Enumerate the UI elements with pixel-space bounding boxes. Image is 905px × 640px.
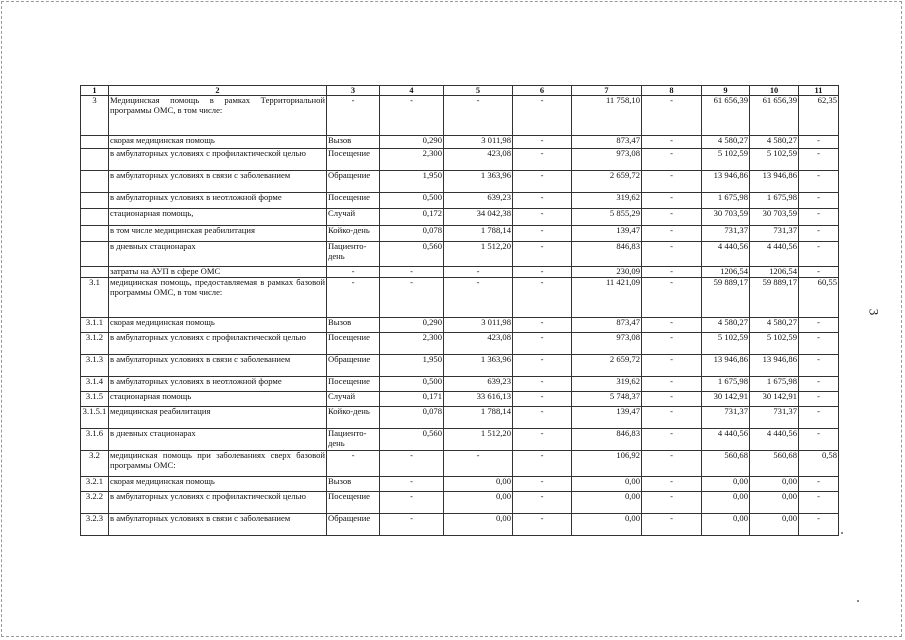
value-cell: -: [642, 267, 702, 278]
header-cell: 8: [642, 86, 702, 96]
value-cell: -: [380, 477, 444, 492]
value-cell: 0,00: [444, 492, 513, 514]
row-number-cell: 3.1.6: [81, 429, 109, 451]
unit-cell: Обращение: [327, 355, 380, 377]
value-cell: 5 102,59: [750, 149, 799, 171]
value-cell: 0,00: [702, 514, 750, 536]
value-cell: -: [513, 451, 572, 477]
table-row: [81, 377, 839, 392]
value-cell: 139,47: [572, 407, 642, 429]
value-cell: -: [642, 242, 702, 267]
value-cell: 0,078: [380, 226, 444, 242]
value-cell: -: [799, 514, 839, 536]
row-number-cell: [81, 171, 109, 193]
table-row: [81, 193, 839, 209]
value-cell: 4 580,27: [702, 136, 750, 149]
table-row: [81, 477, 839, 492]
unit-cell: -: [327, 267, 380, 278]
value-cell: -: [642, 149, 702, 171]
value-cell: -: [642, 355, 702, 377]
value-cell: -: [444, 96, 513, 136]
value-cell: 106,92: [572, 451, 642, 477]
table-row: [81, 209, 839, 226]
value-cell: 2 659,72: [572, 171, 642, 193]
unit-cell: Обращение: [327, 171, 380, 193]
row-number-cell: [81, 193, 109, 209]
value-cell: -: [642, 226, 702, 242]
value-cell: 230,09: [572, 267, 642, 278]
value-cell: 423,08: [444, 333, 513, 355]
header-cell: 11: [799, 86, 839, 96]
value-cell: -: [642, 278, 702, 318]
value-cell: -: [642, 377, 702, 392]
table-row: [81, 392, 839, 407]
value-cell: 973,08: [572, 333, 642, 355]
table-row: [81, 429, 839, 451]
value-cell: 5 102,59: [702, 149, 750, 171]
value-cell: 560,68: [750, 451, 799, 477]
row-number-cell: [81, 209, 109, 226]
scan-speck: [841, 532, 843, 534]
value-cell: 319,62: [572, 377, 642, 392]
value-cell: -: [799, 407, 839, 429]
page-number: 3: [866, 308, 882, 316]
value-cell: 0,00: [750, 492, 799, 514]
value-cell: -: [642, 333, 702, 355]
value-cell: 560,68: [702, 451, 750, 477]
value-cell: 846,83: [572, 242, 642, 267]
value-cell: 0,00: [702, 492, 750, 514]
table-row: [81, 171, 839, 193]
scan-speck: [857, 600, 859, 602]
value-cell: -: [799, 193, 839, 209]
description-cell: в амбулаторных условиях в связи с заболеванием: [109, 355, 327, 377]
value-cell: 1 512,20: [444, 429, 513, 451]
value-cell: 0,172: [380, 209, 444, 226]
value-cell: 30 142,91: [750, 392, 799, 407]
unit-cell: Посещение: [327, 333, 380, 355]
row-number-cell: 3.1.5.1: [81, 407, 109, 429]
description-cell: скорая медицинская помощь: [109, 136, 327, 149]
value-cell: -: [513, 136, 572, 149]
value-cell: 11 758,10: [572, 96, 642, 136]
value-cell: 0,560: [380, 242, 444, 267]
header-cell: 2: [109, 86, 327, 96]
row-number-cell: 3.2.1: [81, 477, 109, 492]
description-cell: медицинская реабилитация: [109, 407, 327, 429]
value-cell: 30 703,59: [702, 209, 750, 226]
description-cell: Медицинская помощь в рамках Территориальной программы ОМС, в том числе:: [109, 96, 327, 136]
unit-cell: Койко-день: [327, 226, 380, 242]
value-cell: 59 889,17: [702, 278, 750, 318]
value-cell: -: [799, 377, 839, 392]
value-cell: -: [799, 136, 839, 149]
value-cell: 13 946,86: [750, 355, 799, 377]
table-row: [81, 514, 839, 536]
value-cell: -: [799, 333, 839, 355]
value-cell: -: [513, 193, 572, 209]
value-cell: 0,00: [572, 514, 642, 536]
value-cell: -: [513, 514, 572, 536]
value-cell: -: [642, 171, 702, 193]
value-cell: 139,47: [572, 226, 642, 242]
value-cell: -: [642, 392, 702, 407]
row-number-cell: 3.1.2: [81, 333, 109, 355]
value-cell: -: [642, 193, 702, 209]
unit-cell: -: [327, 451, 380, 477]
description-cell: медицинская помощь при заболеваниях сверх базовой программы ОМС:: [109, 451, 327, 477]
header-cell: 6: [513, 86, 572, 96]
table-row: [81, 149, 839, 171]
header-cell: 9: [702, 86, 750, 96]
value-cell: 30 142,91: [702, 392, 750, 407]
value-cell: 4 580,27: [750, 136, 799, 149]
unit-cell: Пациенто-день: [327, 429, 380, 451]
table-row: [81, 407, 839, 429]
value-cell: -: [642, 209, 702, 226]
description-cell: в дневных стационарах: [109, 429, 327, 451]
value-cell: -: [642, 318, 702, 333]
table-row: [81, 492, 839, 514]
row-number-cell: 3.2.3: [81, 514, 109, 536]
row-number-cell: 3.1: [81, 278, 109, 318]
value-cell: 4 440,56: [750, 429, 799, 451]
value-cell: -: [642, 136, 702, 149]
value-cell: -: [799, 392, 839, 407]
value-cell: 1 788,14: [444, 226, 513, 242]
value-cell: -: [799, 429, 839, 451]
value-cell: 639,23: [444, 377, 513, 392]
value-cell: 423,08: [444, 149, 513, 171]
row-number-cell: 3.2.2: [81, 492, 109, 514]
value-cell: 873,47: [572, 318, 642, 333]
value-cell: -: [799, 171, 839, 193]
header-cell: 4: [380, 86, 444, 96]
description-cell: в амбулаторных условиях с профилактической целью: [109, 149, 327, 171]
value-cell: -: [642, 429, 702, 451]
value-cell: -: [444, 451, 513, 477]
value-cell: -: [642, 492, 702, 514]
description-cell: в амбулаторных условиях в связи с заболеванием: [109, 171, 327, 193]
header-cell: 3: [327, 86, 380, 96]
value-cell: -: [642, 96, 702, 136]
row-number-cell: [81, 149, 109, 171]
row-number-cell: [81, 267, 109, 278]
description-cell: скорая медицинская помощь: [109, 318, 327, 333]
value-cell: 1 675,98: [750, 377, 799, 392]
value-cell: 731,37: [750, 407, 799, 429]
value-cell: 1 675,98: [702, 377, 750, 392]
value-cell: -: [513, 333, 572, 355]
value-cell: 1 788,14: [444, 407, 513, 429]
value-cell: 731,37: [702, 407, 750, 429]
description-cell: в амбулаторных условиях в неотложной форме: [109, 377, 327, 392]
value-cell: -: [799, 242, 839, 267]
value-cell: 0,58: [799, 451, 839, 477]
table-row: [81, 333, 839, 355]
value-cell: 4 440,56: [702, 429, 750, 451]
value-cell: -: [513, 226, 572, 242]
value-cell: 5 102,59: [702, 333, 750, 355]
value-cell: 973,08: [572, 149, 642, 171]
row-number-cell: [81, 242, 109, 267]
value-cell: -: [380, 96, 444, 136]
row-number-cell: 3.1.3: [81, 355, 109, 377]
row-number-cell: 3.1.1: [81, 318, 109, 333]
description-cell: в амбулаторных условиях в связи с заболеванием: [109, 514, 327, 536]
description-cell: в амбулаторных условиях с профилактической целью: [109, 492, 327, 514]
unit-cell: Случай: [327, 392, 380, 407]
value-cell: -: [513, 377, 572, 392]
table-row: [81, 267, 839, 278]
value-cell: -: [380, 514, 444, 536]
unit-cell: Койко-день: [327, 407, 380, 429]
header-row: [81, 86, 839, 96]
value-cell: 30 703,59: [750, 209, 799, 226]
value-cell: -: [642, 451, 702, 477]
description-cell: скорая медицинская помощь: [109, 477, 327, 492]
value-cell: 13 946,86: [750, 171, 799, 193]
row-number-cell: [81, 136, 109, 149]
description-cell: затраты на АУП в сфере ОМС: [109, 267, 327, 278]
unit-cell: Случай: [327, 209, 380, 226]
value-cell: -: [799, 477, 839, 492]
value-cell: -: [380, 267, 444, 278]
value-cell: 0,00: [750, 514, 799, 536]
value-cell: 0,560: [380, 429, 444, 451]
value-cell: -: [513, 96, 572, 136]
value-cell: 1 512,20: [444, 242, 513, 267]
value-cell: 0,00: [572, 477, 642, 492]
value-cell: 61 656,39: [750, 96, 799, 136]
value-cell: 0,500: [380, 377, 444, 392]
unit-cell: Посещение: [327, 377, 380, 392]
value-cell: -: [799, 355, 839, 377]
value-cell: -: [513, 429, 572, 451]
value-cell: 0,500: [380, 193, 444, 209]
value-cell: 11 421,09: [572, 278, 642, 318]
unit-cell: -: [327, 96, 380, 136]
value-cell: 0,00: [444, 477, 513, 492]
value-cell: -: [513, 318, 572, 333]
table-row: [81, 242, 839, 267]
value-cell: -: [513, 477, 572, 492]
table-row: [81, 451, 839, 477]
value-cell: 1,950: [380, 171, 444, 193]
value-cell: 3 011,98: [444, 136, 513, 149]
value-cell: 0,00: [750, 477, 799, 492]
value-cell: -: [799, 226, 839, 242]
value-cell: 34 042,38: [444, 209, 513, 226]
value-cell: -: [513, 278, 572, 318]
value-cell: -: [799, 267, 839, 278]
value-cell: -: [513, 209, 572, 226]
unit-cell: Вызов: [327, 136, 380, 149]
row-number-cell: 3.1.5: [81, 392, 109, 407]
value-cell: -: [380, 451, 444, 477]
header-cell: 10: [750, 86, 799, 96]
value-cell: -: [513, 355, 572, 377]
value-cell: -: [513, 267, 572, 278]
value-cell: 61 656,39: [702, 96, 750, 136]
table-body: [81, 96, 839, 536]
value-cell: 639,23: [444, 193, 513, 209]
value-cell: 2,300: [380, 333, 444, 355]
value-cell: 846,83: [572, 429, 642, 451]
value-cell: 5 855,29: [572, 209, 642, 226]
header-cell: 1: [81, 86, 109, 96]
value-cell: 1 675,98: [702, 193, 750, 209]
description-cell: в том числе медицинская реабилитация: [109, 226, 327, 242]
value-cell: 1 363,96: [444, 355, 513, 377]
value-cell: 13 946,86: [702, 171, 750, 193]
value-cell: 0,00: [572, 492, 642, 514]
value-cell: -: [513, 392, 572, 407]
value-cell: -: [642, 477, 702, 492]
value-cell: -: [642, 514, 702, 536]
description-cell: в амбулаторных условиях с профилактической целью: [109, 333, 327, 355]
value-cell: -: [642, 407, 702, 429]
tariff-table: [80, 85, 839, 536]
unit-cell: Вызов: [327, 477, 380, 492]
value-cell: 4 580,27: [750, 318, 799, 333]
value-cell: 0,171: [380, 392, 444, 407]
row-number-cell: 3: [81, 96, 109, 136]
value-cell: 0,00: [444, 514, 513, 536]
value-cell: -: [799, 318, 839, 333]
description-cell: в дневных стационарах: [109, 242, 327, 267]
row-number-cell: 3.2: [81, 451, 109, 477]
row-number-cell: 3.1.4: [81, 377, 109, 392]
value-cell: -: [513, 171, 572, 193]
header-cell: 5: [444, 86, 513, 96]
value-cell: 4 440,56: [702, 242, 750, 267]
header-cell: 7: [572, 86, 642, 96]
value-cell: 1,950: [380, 355, 444, 377]
value-cell: -: [799, 492, 839, 514]
table-row: [81, 318, 839, 333]
table-row: [81, 136, 839, 149]
description-cell: стационарная помощь,: [109, 209, 327, 226]
value-cell: 319,62: [572, 193, 642, 209]
value-cell: -: [380, 492, 444, 514]
value-cell: 4 580,27: [702, 318, 750, 333]
description-cell: стационарная помощь: [109, 392, 327, 407]
description-cell: в амбулаторных условиях в неотложной форме: [109, 193, 327, 209]
value-cell: 1206,54: [750, 267, 799, 278]
value-cell: -: [799, 149, 839, 171]
table-row: [81, 226, 839, 242]
value-cell: -: [444, 267, 513, 278]
value-cell: 59 889,17: [750, 278, 799, 318]
value-cell: -: [380, 278, 444, 318]
value-cell: 731,37: [750, 226, 799, 242]
value-cell: 1 363,96: [444, 171, 513, 193]
value-cell: 731,37: [702, 226, 750, 242]
value-cell: 5 748,37: [572, 392, 642, 407]
value-cell: 4 440,56: [750, 242, 799, 267]
value-cell: 0,290: [380, 136, 444, 149]
value-cell: -: [513, 492, 572, 514]
row-number-cell: [81, 226, 109, 242]
table-row: [81, 278, 839, 318]
value-cell: 1 675,98: [750, 193, 799, 209]
value-cell: -: [513, 407, 572, 429]
value-cell: 2 659,72: [572, 355, 642, 377]
table-row: [81, 96, 839, 136]
unit-cell: Посещение: [327, 193, 380, 209]
value-cell: -: [513, 149, 572, 171]
value-cell: 3 011,98: [444, 318, 513, 333]
value-cell: -: [799, 209, 839, 226]
value-cell: 5 102,59: [750, 333, 799, 355]
value-cell: 0,290: [380, 318, 444, 333]
value-cell: 0,078: [380, 407, 444, 429]
value-cell: 62,35: [799, 96, 839, 136]
unit-cell: Вызов: [327, 318, 380, 333]
description-cell: медицинская помощь, предоставляемая в рамках базовой программы ОМС, в том числе:: [109, 278, 327, 318]
unit-cell: -: [327, 278, 380, 318]
value-cell: -: [513, 242, 572, 267]
unit-cell: Обращение: [327, 514, 380, 536]
value-cell: 873,47: [572, 136, 642, 149]
value-cell: 2,300: [380, 149, 444, 171]
value-cell: 1206,54: [702, 267, 750, 278]
value-cell: 33 616,13: [444, 392, 513, 407]
value-cell: -: [444, 278, 513, 318]
unit-cell: Пациенто-день: [327, 242, 380, 267]
value-cell: 13 946,86: [702, 355, 750, 377]
unit-cell: Посещение: [327, 492, 380, 514]
value-cell: 60,55: [799, 278, 839, 318]
table-row: [81, 355, 839, 377]
unit-cell: Посещение: [327, 149, 380, 171]
value-cell: 0,00: [702, 477, 750, 492]
